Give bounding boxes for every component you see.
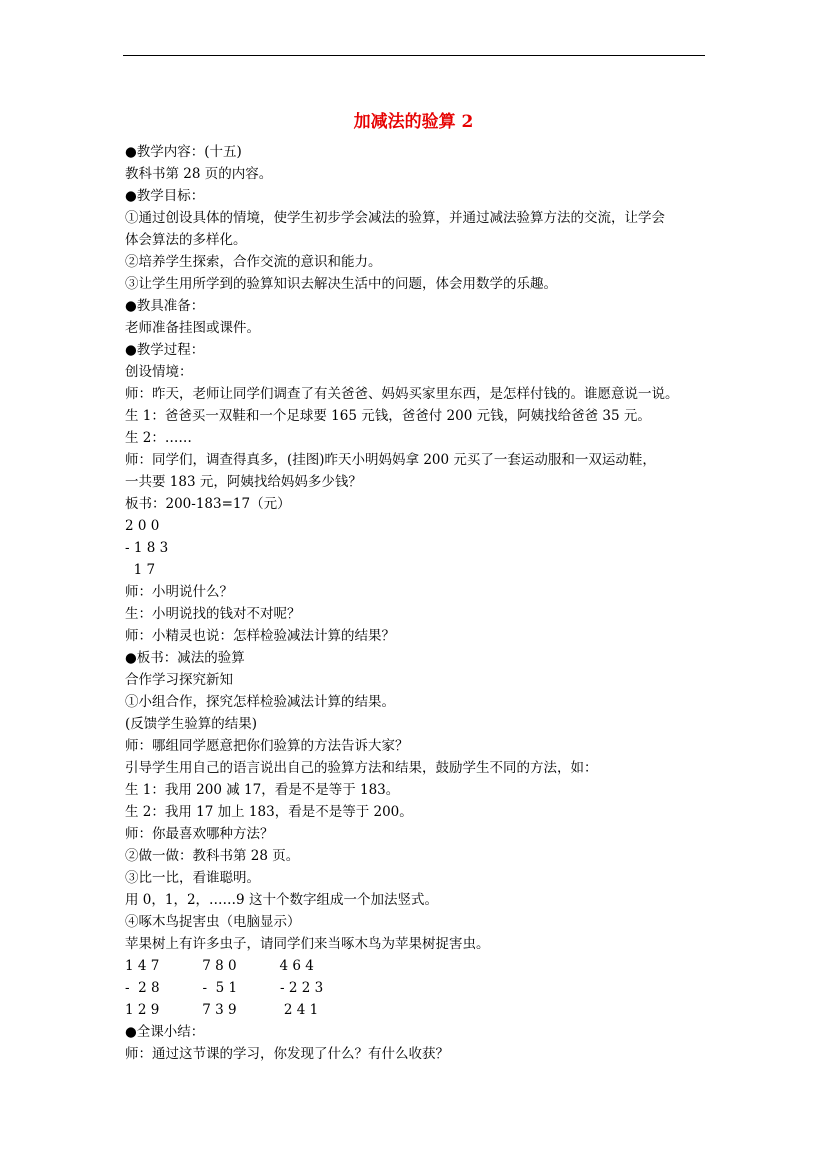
text-line: 师：哪组同学愿意把你们验算的方法告诉大家？ — [125, 738, 409, 754]
text-line: 板书：200-183=17（元） — [125, 496, 291, 512]
text-line: ④啄木鸟捉害虫（电脑显示） — [125, 914, 301, 930]
text-line: 2 0 0 — [125, 518, 160, 534]
text-line: 合作学习探究新知 — [125, 672, 233, 688]
text-line: 师：昨天，老师让同学们调查了有关爸爸、妈妈买家里东西，是怎样付钱的。谁愿意说一说。 — [125, 386, 679, 402]
text-line: 用 0，1，2，……9 这十个数字组成一个加法竖式。 — [125, 892, 438, 908]
text-line: 教科书第 28 页的内容。 — [125, 166, 273, 182]
text-line: ①小组合作，探究怎样检验减法计算的结果。 — [125, 694, 395, 710]
text-line: ③让学生用所学到的验算知识去解决生活中的问题，体会用数学的乐趣。 — [125, 276, 557, 292]
text-line: ●教学内容：(十五) — [125, 144, 242, 160]
text-line: ②培养学生探索，合作交流的意识和能力。 — [125, 254, 382, 270]
text-line: 师：小明说什么？ — [125, 584, 233, 600]
text-line: 生 1：爸爸买一双鞋和一个足球要 165 元钱，爸爸付 200 元钱，阿姨找给爸爸 35 元。 — [125, 408, 651, 424]
text-line: 1 4 7 7 8 0 4 6 4 — [125, 958, 314, 974]
text-line: 一共要 183 元，阿姨找给妈妈多少钱？ — [125, 474, 362, 490]
text-line: 生 1：我用 200 减 17，看是不是等于 183。 — [125, 782, 400, 798]
text-line: 创设情境： — [125, 364, 193, 380]
text-line: 生 2：我用 17 加上 183，看是不是等于 200。 — [125, 804, 413, 820]
text-line: 体会算法的多样化。 — [125, 232, 247, 248]
text-line: ●板书：减法的验算 — [125, 650, 245, 666]
text-line: - 1 8 3 — [125, 540, 169, 556]
text-line: (反馈学生验算的结果) — [125, 716, 258, 732]
header-rule — [123, 55, 705, 56]
text-line: 老师准备挂图或课件。 — [125, 320, 260, 336]
text-line: ③比一比，看谁聪明。 — [125, 870, 260, 886]
text-line: ●教具准备： — [125, 298, 205, 314]
text-line: 师：通过这节课的学习，你发现了什么？有什么收获？ — [125, 1046, 449, 1062]
text-line: ②做一做：教科书第 28 页。 — [125, 848, 300, 864]
document-title: 加减法的验算 2 — [353, 112, 474, 132]
document-body — [125, 141, 715, 1065]
text-line: ●教学目标： — [125, 188, 205, 204]
text-line: - 2 8 - 5 1 - 2 2 3 — [125, 980, 324, 996]
text-line: 生：小明说找的钱对不对呢？ — [125, 606, 301, 622]
text-line: 生 2：…… — [125, 430, 192, 446]
text-line: 引导学生用自己的语言说出自己的验算方法和结果，鼓励学生不同的方法，如： — [125, 760, 598, 776]
text-line: ●全课小结： — [125, 1024, 205, 1040]
text-line: 师：小精灵也说：怎样检验减法计算的结果？ — [125, 628, 395, 644]
text-line: ●教学过程： — [125, 342, 205, 358]
text-line: 师：同学们，调查得真多，(挂图)昨天小明妈妈拿 200 元买了一套运动服和一双运动鞋， — [125, 452, 656, 468]
text-line: ①通过创设具体的情境，使学生初步学会减法的验算，并通过减法验算方法的交流，让学会 — [125, 210, 665, 226]
text-line: 1 2 9 7 3 9 2 4 1 — [125, 1002, 319, 1018]
text-line: 师：你最喜欢哪种方法？ — [125, 826, 274, 842]
text-line: 1 7 — [125, 562, 156, 578]
text-line: 苹果树上有许多虫子，请同学们来当啄木鸟为苹果树捉害虫。 — [125, 936, 490, 952]
